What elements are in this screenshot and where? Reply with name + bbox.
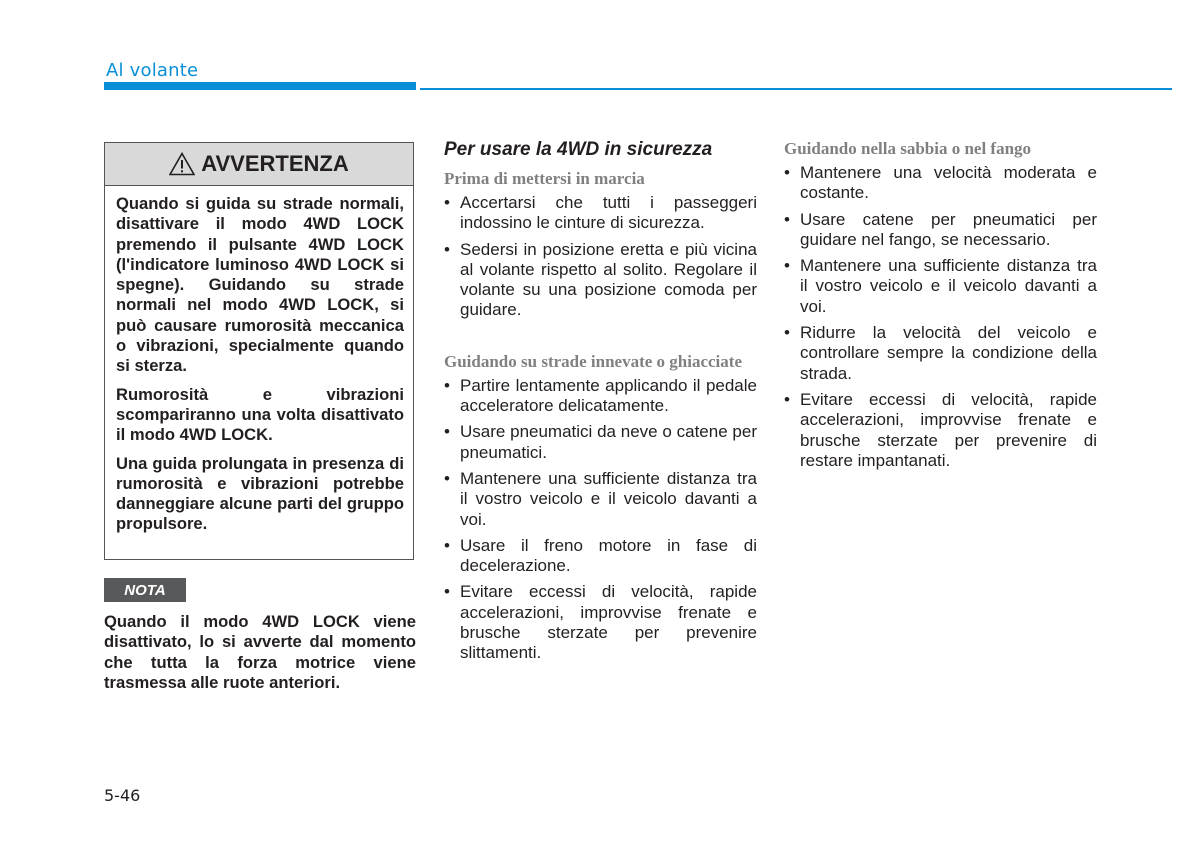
warning-paragraph: Quando si guida su strade normali, disattivare il modo 4WD LOCK premendo il pulsante 4WD LOCK (l'indicatore luminoso 4WD LOCK si spegne). Guidando su strade normali nel modo 4WD LOCK, si può causare rumorosità meccanica o vibrazioni, specialmente quando si sterza. <box>116 194 404 376</box>
page-number: 5-46 <box>104 786 141 805</box>
list-item: • Sedersi in posizione eretta e più vicina al volante rispetto al solito. Regolare il volante su una posizione comoda per guidare. <box>444 240 757 321</box>
subheading: Guidando nella sabbia o nel fango <box>784 139 1032 158</box>
bullet-list <box>784 163 1097 471</box>
warning-paragraph: Rumorosità e vibrazioni scompariranno una volta disattivato il modo 4WD LOCK. <box>116 384 404 445</box>
subheading: Prima di mettersi in marcia <box>444 169 645 188</box>
column-title: Per usare la 4WD in sicurezza <box>444 139 713 160</box>
warning-triangle-icon <box>169 152 195 176</box>
note-text: Quando il modo 4WD LOCK viene disattivato, lo si avverte dal momento che tutta la forza motrice viene trasmessa alle ruote anteriori. <box>104 612 416 692</box>
list-item: • Mantenere una sufficiente distanza tra il vostro veicolo e il veicolo davanti a voi. <box>444 469 757 530</box>
column-sand-mud <box>784 138 1097 477</box>
warning-body <box>105 186 413 535</box>
warning-paragraph: Una guida prolungata in presenza di rumorosità e vibrazioni potrebbe danneggiare alcune parti del gruppo propulsore. <box>116 453 404 534</box>
list-item: • Evitare eccessi di velocità, rapide accelerazioni, improvvise frenate e brusche sterzate per prevenire di restare impantanati. <box>784 390 1097 471</box>
warning-box <box>104 142 414 560</box>
list-item: • Accertarsi che tutti i passeggeri indossino le cinture di sicurezza. <box>444 193 757 234</box>
list-item: • Mantenere una velocità moderata e costante. <box>784 163 1097 204</box>
bullet-list <box>444 193 757 321</box>
list-item: • Usare il freno motore in fase di decelerazione. <box>444 536 757 577</box>
subheading: Guidando su strade innevate o ghiacciate <box>444 351 742 371</box>
warning-title: AVVERTENZA <box>201 151 349 176</box>
section-title: Al volante <box>106 60 199 81</box>
bullet-list <box>444 376 757 664</box>
list-item: • Usare pneumatici da neve o catene per pneumatici. <box>444 422 757 463</box>
header-rule-thin <box>420 88 1172 90</box>
list-item: • Partire lentamente applicando il pedale acceleratore delicatamente. <box>444 376 757 417</box>
warning-header <box>105 143 413 186</box>
list-item: • Usare catene per pneumatici per guidare nel fango, se necessario. <box>784 210 1097 251</box>
note-tag: NOTA <box>104 578 186 602</box>
column-safety <box>444 138 757 670</box>
list-item: • Mantenere una sufficiente distanza tra il vostro veicolo e il veicolo davanti a voi. <box>784 256 1097 317</box>
header-rule-thick <box>104 82 416 90</box>
list-item: • Evitare eccessi di velocità, rapide accelerazioni, improvvise frenate e brusche sterzate per prevenire slittamenti. <box>444 582 757 663</box>
list-item: • Ridurre la velocità del veicolo e controllare sempre la condizione della strada. <box>784 323 1097 384</box>
